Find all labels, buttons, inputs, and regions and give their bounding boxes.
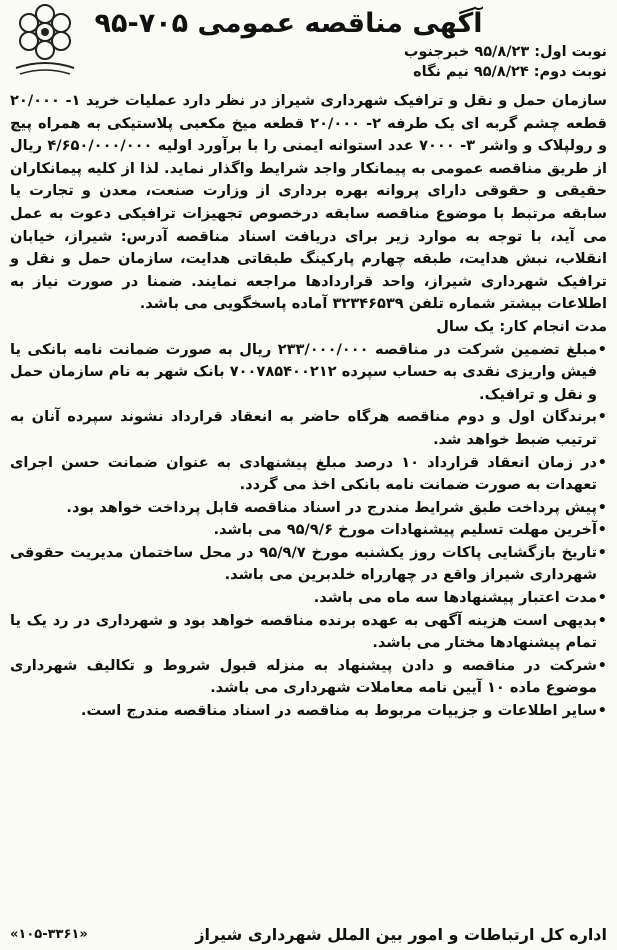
header-text — [10, 6, 607, 82]
list-item: • پیش پرداخت طبق شرایط مندرج در اسناد مناقصه قابل پرداخت خواهد بود. — [10, 497, 607, 520]
first-publication: نوبت اول: ۹۵/۸/۲۳ خبرجنوب — [403, 44, 607, 60]
notice-header — [10, 6, 607, 86]
list-item: • برندگان اول و دوم مناقصه هرگاه حاضر به انعقاد قرارداد نشوند سپرده آنان به ترتیب ضبط خواهد شد. — [10, 406, 607, 451]
list-item: • بدیهی است هزینه آگهی به عهده برنده مناقصه خواهد بود و شهرداری در رد یک یا تمام پیشنهادها مختار می باشد. — [10, 610, 607, 655]
work-duration: مدت انجام کار: یک سال — [436, 317, 607, 335]
list-item: • مبلغ تضمین شرکت در مناقصه ۲۳۳/۰۰۰/۰۰۰ ریال به صورت ضمانت نامه بانکی یا فیش واریزی نقدی به حساب سپرده ۷۰۰۷۸۵۴۰۰۲۱۲ بانک شهر به نام سازمان حمل و نقل و ترافیک. — [10, 339, 607, 407]
notice-footer — [10, 925, 607, 944]
list-item: • آخرین مهلت تسلیم پیشنهادات مورخ ۹۵/۹/۶ می باشد. — [10, 519, 607, 542]
notice-intro: سازمان حمل و نقل و ترافیک شهرداری شیراز در نظر دارد عملیات خرید ۱- ۲۰/۰۰۰ قطعه چشم گربه ای یک طرفه ۲- ۲۰/۰۰۰ قطعه میخ مکعبی پلاستیکی به همراه پیچ و رولپلاک و واشر ۳- ۷۰۰۰ عدد استوانه ایمنی را با برآورد اولیه ۴/۶۵۰/۰۰۰/۰۰۰ ریال از طریق مناقصه عمومی به پیمانکار واجد شرایط واگذار نماید. لذا از کلیه پیمانکاران حقیقی و حقوقی دارای پروانه بهره برداری از وزارت صنعت، معدن و تجارت یا سابقه مرتبط با موضوع مناقصه سابقه درخصوص تجهیزات ترافیکی دعوت به عمل می آید، با توجه به موارد زیر برای دریافت اسناد مناقصه آدرس: شیراز، خیابان انقلاب، نبش هدایت، طبقه چهارم پارکینگ طبقاتی هدایت، سازمان حمل و نقل و ترافیک شهرداری شیراز، واحد قراردادها مراجعه نمایند. ضمنا در صورت نیاز به اطلاعات بیشتر شماره تلفن ۳۲۳۴۶۵۳۹ آماده پاسخگویی می باشد. — [10, 92, 608, 313]
shiraz-municipality-logo-icon — [6, 2, 84, 82]
second-publication: نوبت دوم: ۹۵/۸/۲۴ نیم نگاه — [413, 64, 607, 80]
list-item: • در زمان انعقاد قرارداد ۱۰ درصد مبلغ پیشنهادی به عنوان ضمانت حسن اجرای تعهدات به صورت ضمانت نامه بانکی اخذ می گردد. — [10, 452, 607, 497]
issuing-office: اداره کل ارتباطات و امور بین الملل شهرداری شیراز — [195, 925, 607, 944]
conditions-list — [10, 339, 607, 723]
list-item: • شرکت در مناقصه و دادن پیشنهاد به منزله قبول شروط و تکالیف شهرداری موضوع ماده ۱۰ آیین نامه معاملات شهرداری می باشد. — [10, 655, 607, 700]
list-item: • تاریخ بازگشایی پاکات روز یکشنبه مورخ ۹۵/۹/۷ در محل ساختمان مدیریت حقوقی شهرداری شیراز واقع در چهارراه خلدبرین می باشد. — [10, 542, 607, 587]
list-item: • مدت اعتبار پیشنهادها سه ماه می باشد. — [10, 587, 607, 610]
notice-title: آگهی مناقصه عمومی ۷۰۵-۹۵ — [94, 8, 483, 39]
notice-code: «۱۰۵-۳۳۶۱» — [10, 927, 88, 942]
list-item: • سایر اطلاعات و جزییات مربوط به مناقصه در اسناد مناقصه مندرج است. — [10, 700, 607, 723]
